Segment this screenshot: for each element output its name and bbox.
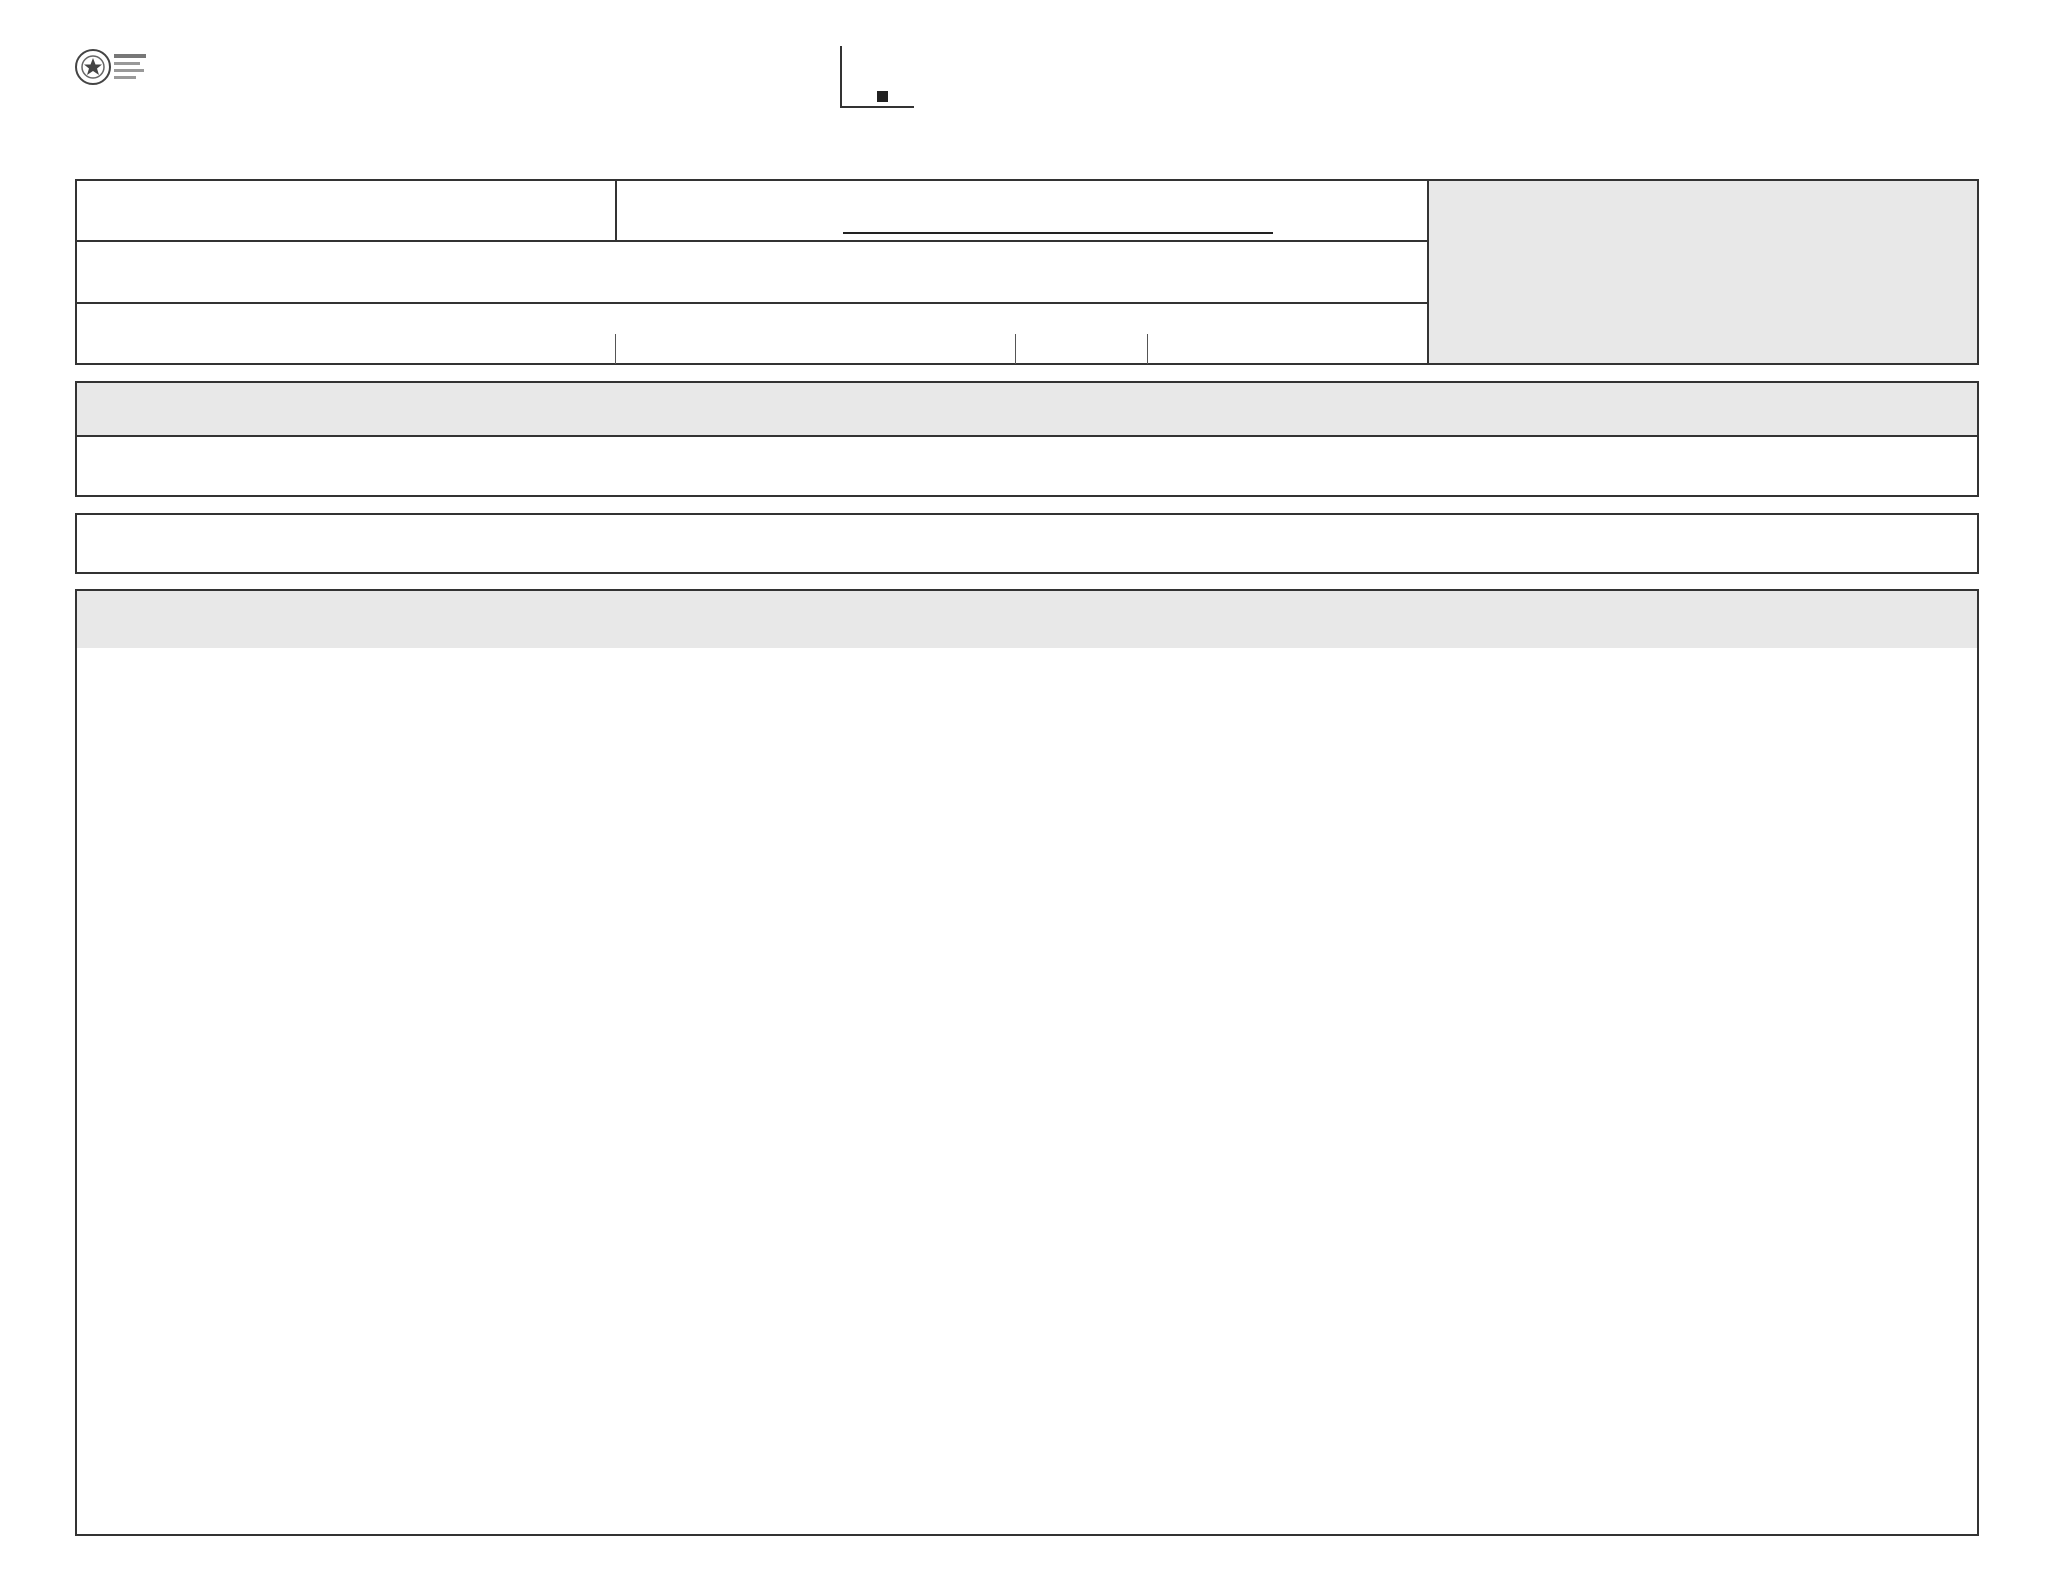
b-square-icon	[877, 91, 888, 102]
notice-panel	[1428, 181, 1977, 363]
state-input[interactable]	[1018, 328, 1142, 360]
receiving-table-header	[77, 591, 1977, 648]
receiving-table	[75, 589, 1979, 1536]
notice-text	[1430, 206, 1975, 208]
state-seal-logo	[74, 48, 150, 86]
taxpayer-name-input[interactable]	[80, 266, 1420, 298]
b-marker-underline	[840, 106, 914, 108]
taxpayer-number-input[interactable]	[80, 206, 610, 236]
zip-input[interactable]	[1150, 328, 1422, 360]
ending-inventory-box	[75, 513, 1979, 574]
month-ending-input[interactable]	[843, 208, 1273, 234]
city-input[interactable]	[618, 328, 1010, 360]
street-input[interactable]	[80, 328, 610, 360]
class-header-band	[77, 383, 1977, 436]
b-marker-bracket	[840, 46, 842, 108]
